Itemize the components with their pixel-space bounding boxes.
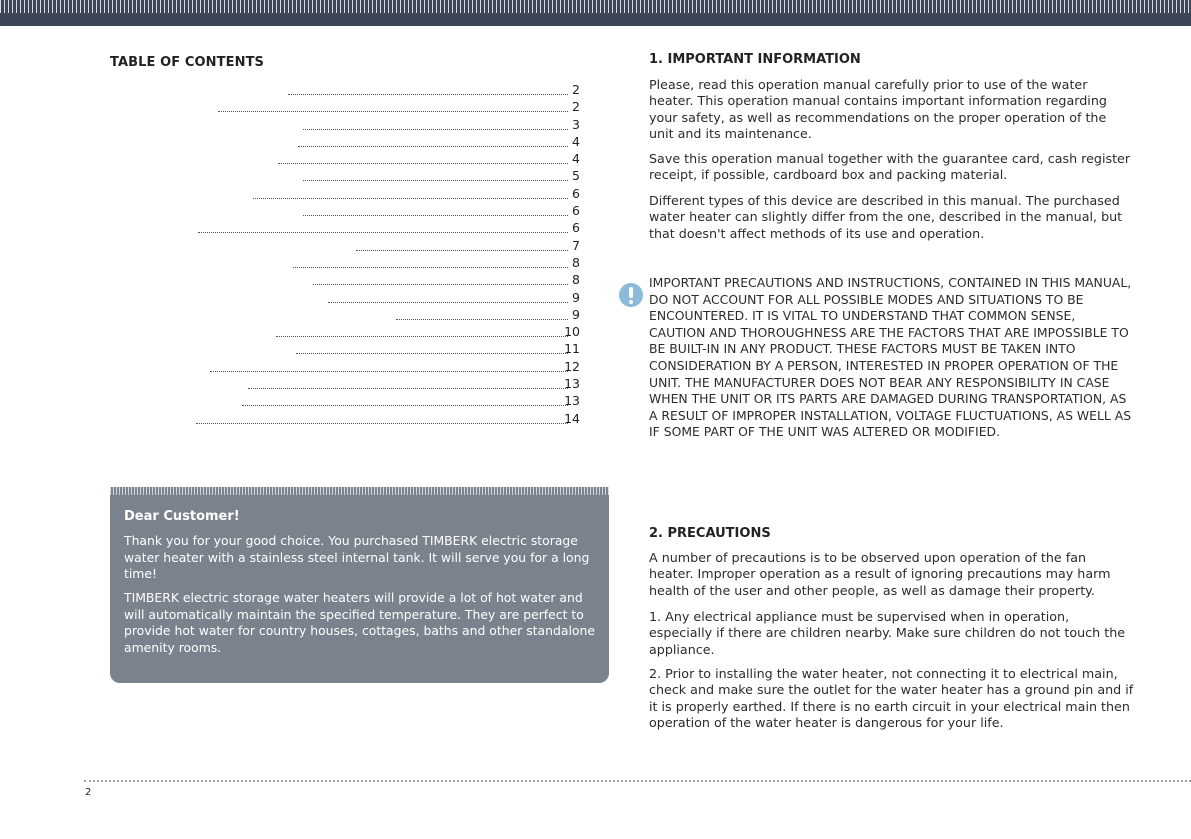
toc-leader (288, 94, 568, 95)
toc-row[interactable] (110, 307, 580, 324)
section-2-paragraph-2: 1. Any electrical appliance must be supervised when in operation, especially if there are children nearby. Make sure children do not touch the appliance. (649, 609, 1126, 657)
section-1-paragraph-2: Save this operation manual together with the guarantee card, cash register receipt, if possible, cardboard box and packing material. (649, 151, 1131, 183)
section-2-paragraph-1: A number of precautions is to be observed upon operation of the fan heater. Improper operation as a result of ignoring precautions may harm health of the user and other people, as well as damage their property. (649, 550, 1111, 598)
toc-row[interactable] (110, 324, 580, 341)
toc-leader (296, 353, 568, 354)
dear-customer-paragraph-1: Thank you for your good choice. You purchased TIMBERK electric storage water heater with a stainless steel internal tank. It will serve you for a long time! (124, 533, 590, 581)
toc-leader (198, 232, 568, 233)
toc-row[interactable] (110, 411, 580, 428)
toc-row[interactable] (110, 134, 580, 151)
section-1-heading: 1. IMPORTANT INFORMATION (649, 52, 861, 67)
warning-text: IMPORTANT PRECAUTIONS AND INSTRUCTIONS, CONTAINED IN THIS MANUAL, DO NOT ACCOUNT FOR ALL POSSIBLE MODES AND SITUATIONS TO BE ENCOUNTERED. IT IS VITAL TO UNDERSTAND THAT COMMON SENSE, CAUTION AND THOROUGHNESS ARE THE FACTORS THAT ARE IMPOSSIBLE TO BE BUILT-IN IN ANY PRODUCT. THESE FACTORS MUST BE TAKEN INTO CONSIDERATION BY A PERSON, INTERESTED IN PROPER OPERATION OF THE UNIT. THE MANUFACTURER DOES NOT BEAR ANY RESPONSIBILITY IN CASE WHEN THE UNIT OR ITS PARTS ARE DAMAGED DURING TRANSPORTATION, AS A RESULT OF IMPROPER INSTALLATION, VOLTAGE FLUCTUATIONS, AS WELL AS IF SOME PART OF THE UNIT WAS ALTERED OR MODIFIED. (649, 275, 1132, 440)
toc-leader (396, 319, 568, 320)
toc-title: TABLE OF CONTENTS (110, 55, 265, 70)
section-1-paragraph-3: Different types of this device are described in this manual. The purchased water heater can slightly differ from the one, described in the manual, but that doesn't affect methods of its use and operation. (649, 193, 1123, 241)
toc-leader (210, 371, 568, 372)
toc-leader (276, 336, 568, 337)
toc-leader (242, 405, 568, 406)
toc-page-number: 6 (572, 220, 580, 236)
footer-divider (84, 780, 1191, 782)
box-stripe (110, 487, 609, 495)
toc-leader (298, 146, 568, 147)
toc-page-number: 8 (572, 272, 580, 288)
toc-leader (218, 111, 568, 112)
toc-page-number: 8 (572, 254, 580, 270)
toc-row[interactable] (110, 186, 580, 203)
toc-leader (196, 423, 568, 424)
toc-page-number: 12 (564, 358, 580, 374)
toc-row[interactable] (110, 117, 580, 134)
toc-leader (303, 129, 568, 130)
toc-row[interactable] (110, 203, 580, 220)
toc-leader (356, 250, 568, 251)
toc-page-number: 2 (572, 99, 580, 115)
toc-row[interactable] (110, 99, 580, 116)
toc-row[interactable] (110, 255, 580, 272)
toc-page-number: 9 (572, 289, 580, 305)
header-bar (0, 0, 1191, 26)
dear-customer-heading: Dear Customer! (124, 509, 240, 524)
toc-row[interactable] (110, 151, 580, 168)
toc-row[interactable] (110, 290, 580, 307)
toc-row[interactable] (110, 272, 580, 289)
table-of-contents (110, 82, 580, 428)
toc-row[interactable] (110, 376, 580, 393)
toc-leader (328, 302, 568, 303)
toc-page-number: 7 (572, 237, 580, 253)
exclamation-icon (619, 283, 643, 307)
toc-leader (303, 215, 568, 216)
toc-page-number: 6 (572, 203, 580, 219)
toc-leader (253, 198, 568, 199)
toc-page-number: 2 (572, 82, 580, 97)
toc-page-number: 13 (564, 376, 580, 392)
page-number: 2 (85, 787, 92, 798)
toc-row[interactable] (110, 238, 580, 255)
section-1-paragraph-1: Please, read this operation manual carefully prior to use of the water heater. This operation manual contains important information regarding your safety, as well as recommendations on the proper operation of the unit and its maintenance. (649, 77, 1107, 142)
toc-page-number: 4 (572, 151, 580, 167)
toc-page-number: 5 (572, 168, 580, 184)
toc-row[interactable] (110, 359, 580, 376)
toc-page-number: 4 (572, 133, 580, 149)
toc-leader (248, 388, 568, 389)
toc-leader (313, 284, 568, 285)
toc-row[interactable] (110, 341, 580, 358)
section-2-heading: 2. PRECAUTIONS (649, 526, 771, 541)
toc-row[interactable] (110, 82, 580, 99)
section-2-paragraph-3: 2. Prior to installing the water heater, not connecting it to electrical main, check and make sure the outlet for the water heater has a ground pin and if it is properly earthed. If there is no earth circuit in your electrical main then operation of the water heater is dangerous for your life. (649, 666, 1134, 731)
toc-page-number: 9 (572, 306, 580, 322)
toc-row[interactable] (110, 168, 580, 185)
toc-row[interactable] (110, 393, 580, 410)
toc-leader (293, 267, 568, 268)
header-stripes (0, 0, 1191, 13)
toc-page-number: 14 (564, 410, 580, 426)
toc-row[interactable] (110, 220, 580, 237)
toc-page-number: 11 (564, 341, 580, 357)
dear-customer-box (110, 487, 609, 683)
toc-leader (303, 180, 568, 181)
toc-page-number: 6 (572, 185, 580, 201)
dear-customer-paragraph-2: TIMBERK electric storage water heaters will provide a lot of hot water and will automatically maintain the specified temperature. They are perfect to provide hot water for country houses, cottages, baths and other standalone amenity rooms. (124, 590, 595, 655)
toc-page-number: 13 (564, 393, 580, 409)
toc-page-number: 3 (572, 116, 580, 132)
toc-page-number: 10 (564, 324, 580, 340)
toc-leader (278, 163, 568, 164)
